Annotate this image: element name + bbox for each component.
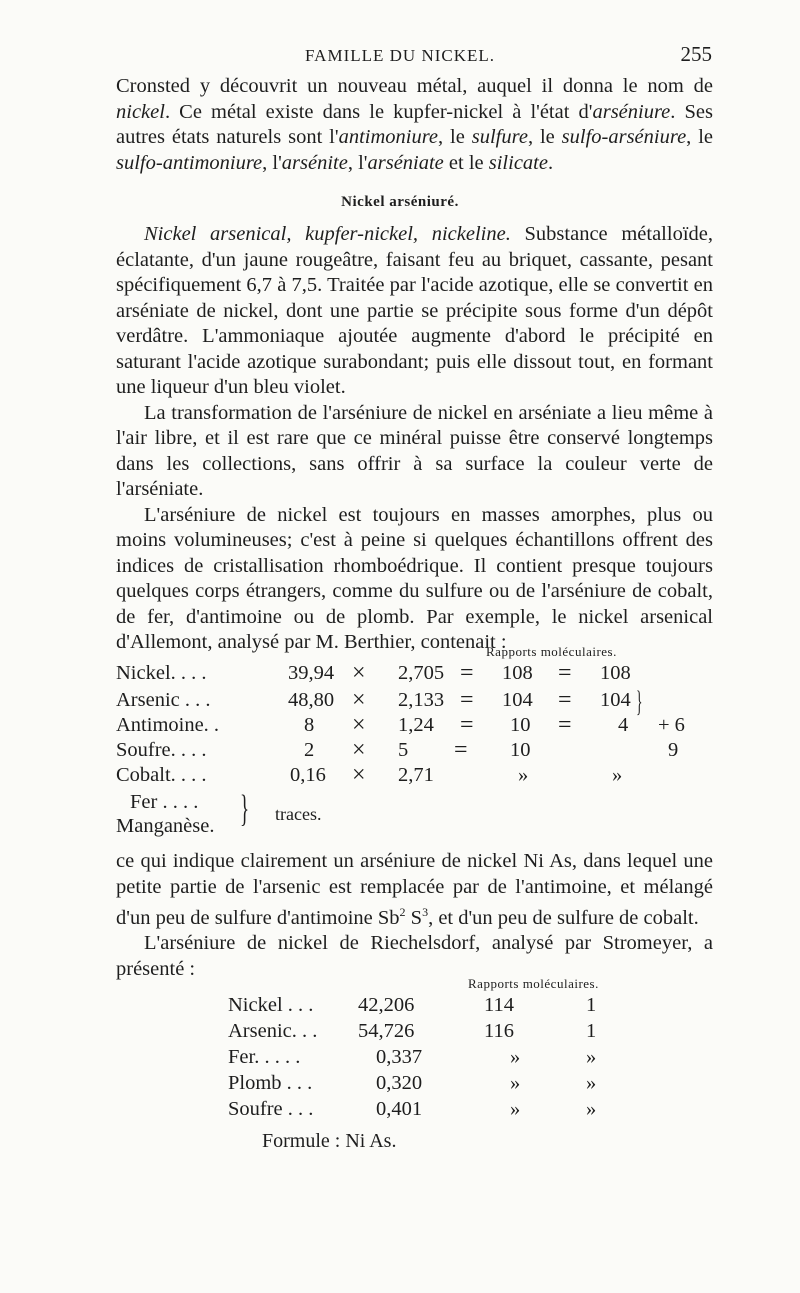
row-name: Nickel . . . [228,994,314,1016]
row-ratio: » [510,1098,521,1120]
row-name: Plomb . . . [228,1072,313,1094]
row-reduced: » [586,1098,597,1120]
row-name: Arsenic . . . [116,689,211,711]
row-name: Manganèse. [116,815,215,837]
row-factor: 1,24 [398,714,434,736]
intro-paragraph: Cronsted y découvrit un nouveau métal, auquel il donna le nom de nickel. Ce métal existe dans le kupfer-nickel à l'état d'arséniure. Ses autres états naturels sont l'antimoniure, le sulfure, le sulfo-arséniure, le sulfo-antimoniure, l'arsénite, l'arséniate et le silicate. [116,75,713,174]
formula-value: Ni As. [345,1130,397,1152]
row-equals: = [460,687,474,713]
row-name: Soufre . . . [228,1098,314,1120]
formula [262,1130,396,1153]
row-ratio: » [510,1072,521,1094]
row-ratio: 116 [484,1020,514,1042]
row-times: × [352,762,366,788]
row-value: 48,80 [288,689,335,711]
plus-six: + 6 [658,714,685,736]
row-reduced: 1 [586,994,597,1016]
paragraph-description: Nickel arsenical, kupfer-nickel, nickeline. Substance métalloïde, éclatante, d'un jaune rougeâtre, faisant feu au briquet, cassante, pesant spécifiquement 6,7 à 7,5. Traitée par l'acide azotique, elle se convertit en arséniate de nickel, dont une partie se précipite sous forme d'un dépôt verdâtre. L'ammoniaque ajoutée augmente d'abord le précipité en saturant l'acide azotique surabondant; puis elle dissout tout, en formant une liqueur d'un bleu violet. [116,223,713,398]
row-name: Antimoine. . [116,714,220,736]
row-ratio: 10 [510,714,531,736]
row-ratio: » [510,1046,521,1068]
brace-right: } [636,685,643,718]
row-times: × [352,660,366,686]
running-title: FAMILLE DU NICKEL. [304,46,496,65]
row-ratio: 10 [510,739,531,761]
section-title: Nickel arséniuré. [341,194,459,210]
row-ratio: 108 [502,662,533,684]
paragraph-transformation: La transformation de l'arséniure de nickel en arséniate a lieu même à l'air libre, et il est rare que ce minéral puisse être conservé longtemps dans les collections, sans offrir à sa surface la couleur verte de l'arséniate. [116,401,713,500]
row-name: Arsenic. . . [228,1020,318,1042]
row-times: × [352,687,366,713]
row-equals-2: = [558,660,572,686]
paragraph-composition: L'arséniure de nickel est toujours en masses amorphes, plus ou moins volumineuses; c'est à peine si quelques échantillons offrent des indices de cristallisation rhomboédrique. Il contient presque toujours quelques corps étrangers, comme du sulfure ou de l'arséniure de cobalt, de fer, d'antimoine ou de plomb. Par exemple, le nickel arsenical d'Allemont, analysé par M. Berthier, contenait : [116,503,713,653]
row-ratio: 114 [484,994,514,1016]
row-equals-2: = [558,712,572,738]
row-times: × [352,712,366,738]
row-value: 54,726 [358,1020,415,1042]
table-column-header: Rapports moléculaires. [486,644,617,659]
row-reduced: 108 [600,662,631,684]
row-value: 42,206 [358,994,415,1016]
row-factor: 2,133 [398,689,445,711]
row-ratio: 104 [502,689,533,711]
row-value: 0,320 [376,1072,423,1094]
paragraph-conclusion: ce qui indique clairement un arséniure de nickel Ni As, dans lequel une petite partie de l'arsenic est remplacée par de l'antimoine, et mélangé d'un peu de sulfure d'antimoine Sb$^2$ $S^3$, et d'un peu de sulfure de cobalt. [116,850,713,929]
row-name: Fer. . . . . [228,1046,301,1068]
row-ratio: » [518,764,529,786]
page-number: 255 [680,42,712,66]
paragraph-riechelsdorf: L'arséniure de nickel de Riechelsdorf, analysé par Stromeyer, a présenté : [116,932,713,980]
row-value: 39,94 [288,662,335,684]
row-value: 0,337 [376,1046,423,1068]
table-column-header: Rapports moléculaires. [468,976,599,991]
row-reduced: » [586,1072,597,1094]
row-equals-2: = [558,687,572,713]
row-reduced: 1 [586,1020,597,1042]
formula-label: Formule : [262,1130,341,1152]
row-value: 0,16 [290,764,326,786]
row-reduced: » [586,1046,597,1068]
row-factor: 2,705 [398,662,445,684]
row-reduced: 4 [618,714,629,736]
row-times: × [352,737,366,763]
row-name: Nickel. . . . [116,662,207,684]
row-name: Cobalt. . . . [116,764,207,786]
row-value: 2 [304,739,315,761]
row-name: Soufre. . . . [116,739,207,761]
row-factor: 5 [398,739,409,761]
row-equals: = [460,712,474,738]
brace-right: } [240,788,250,830]
row-name: Fer . . . . [130,791,199,813]
traces-label: traces. [275,804,322,824]
row-reduced: 104 [600,689,631,711]
nine: 9 [668,739,679,761]
row-equals: = [460,660,474,686]
row-value: 8 [304,714,315,736]
row-factor: 2,71 [398,764,434,786]
row-reduced: » [612,764,623,786]
row-value: 0,401 [376,1098,423,1120]
row-equals: = [454,737,468,763]
